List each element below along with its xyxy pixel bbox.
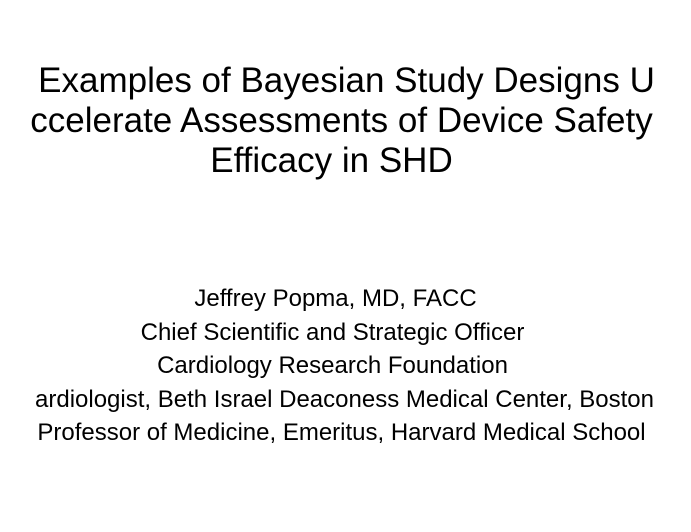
slide-title bbox=[0, 61, 691, 181]
title-line-1: Examples of Bayesian Study Designs U bbox=[38, 61, 655, 100]
author-academic-title: Professor of Medicine, Emeritus, Harvard Medical School bbox=[37, 419, 646, 446]
title-line-3: Efficacy in SHD bbox=[210, 141, 453, 180]
author-info bbox=[0, 282, 691, 450]
author-name: Jeffrey Popma, MD, FACC bbox=[194, 285, 477, 312]
author-organization: Cardiology Research Foundation bbox=[157, 352, 508, 379]
author-position: Chief Scientific and Strategic Officer bbox=[140, 318, 525, 346]
title-line-2: ccelerate Assessments of Device Safety bbox=[30, 101, 653, 140]
author-affiliation: ardiologist, Beth Israel Deaconess Medical Center, Boston bbox=[35, 385, 654, 413]
